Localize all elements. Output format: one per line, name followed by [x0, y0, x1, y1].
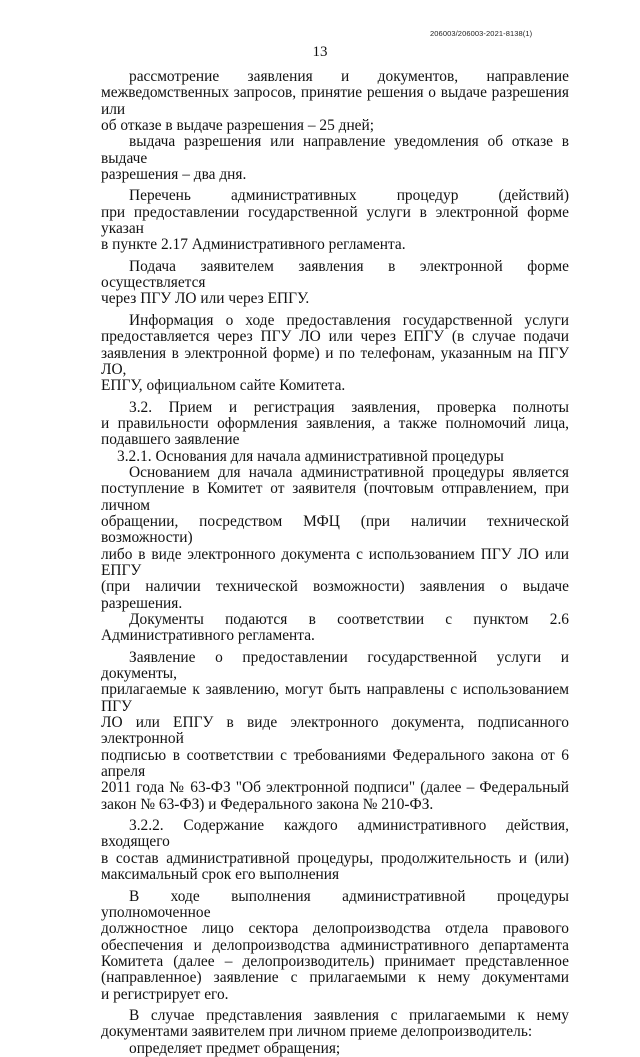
text-line: в пункте 2.17 Административного регламента.	[101, 236, 406, 254]
text-line: ЛО или ЕПГУ в виде электронного документа, подписанного электронной	[101, 714, 569, 748]
text-line: либо в виде электронного документа с использованием ПГУ ЛО или ЕПГУ	[101, 545, 569, 579]
paragraph	[101, 650, 569, 813]
text-line: документами заявителем при личном приеме делопроизводитель:	[101, 1023, 533, 1041]
paragraph	[101, 889, 569, 1003]
text-line: подавшего заявление	[101, 431, 240, 449]
text-line: Административного регламента.	[101, 627, 315, 645]
text-line: выдача разрешения или направление уведомления об отказе в выдаче	[101, 133, 569, 167]
text-line: и регистрирует его.	[101, 985, 229, 1003]
text-line: Информация о ходе предоставления государственной услуги	[129, 311, 569, 329]
page-number: 13	[312, 44, 328, 60]
text-line: об отказе в выдаче разрешения – 25 дней;	[101, 117, 375, 135]
document-id: 206003/206003-2021-8138(1)	[430, 29, 533, 38]
text-line: обеспечения и делопроизводства административного департамента	[101, 936, 569, 954]
text-line: и правильности оформления заявления, а также полномочий лица,	[101, 414, 569, 432]
paragraph	[101, 259, 569, 308]
text-line: Комитета (далее – делопроизводитель) принимает представленное	[101, 952, 569, 970]
text-line: 3.2.2. Содержание каждого административного действия, входящего	[101, 817, 569, 851]
text-line: 3.2. Прием и регистрация заявления, проверка полноты	[129, 398, 569, 416]
document-body	[101, 69, 569, 1057]
paragraph	[101, 134, 569, 183]
paragraph	[101, 313, 569, 395]
text-line: (направленное) заявление с прилагаемыми к нему документами	[101, 969, 569, 987]
subsection-heading	[101, 818, 569, 883]
text-line: Документы подаются в соответствии с пунктом 2.6	[129, 611, 569, 628]
text-line: разрешения – два дня.	[101, 166, 247, 184]
paragraph	[101, 1041, 569, 1057]
text-line: В ходе выполнения административной процедуры уполномоченное	[101, 887, 569, 921]
text-line: закон № 63-ФЗ) и Федерального закона № 210-ФЗ.	[101, 795, 434, 813]
subsection-heading	[101, 449, 569, 465]
text-line: (при наличии технической возможности) заявления о выдаче разрешения.	[101, 578, 569, 612]
text-line: при предоставлении государственной услуги в электронной форме указан	[101, 203, 569, 238]
paragraph	[101, 188, 569, 253]
text-line: Заявление о предоставлении государственной услуги и документы,	[101, 648, 569, 683]
text-line: в состав административной процедуры, продолжительность и (или)	[101, 849, 569, 867]
text-line: рассмотрение заявления и документов, направление	[129, 68, 569, 85]
text-line: В случае представления заявления с прилагаемыми к нему	[129, 1006, 569, 1024]
text-line: Основанием для начала административной процедуры является	[129, 463, 569, 481]
paragraph	[101, 69, 569, 134]
paragraph	[101, 1008, 569, 1041]
text-line: Подача заявителем заявления в электронной форме осуществляется	[101, 257, 569, 292]
text-line: обращении, посредством МФЦ (при наличии технической возможности)	[101, 512, 569, 547]
text-line: должностное лицо сектора делопроизводства отдела правового	[101, 920, 569, 938]
text-line: определяет предмет обращения;	[129, 1039, 341, 1057]
text-line: прилагаемые к заявлению, могут быть направлены с использованием ПГУ	[101, 681, 569, 715]
paragraph	[101, 465, 569, 612]
text-line: максимальный срок его выполнения	[101, 866, 340, 884]
section-heading	[101, 400, 569, 449]
text-line: Перечень административных процедур (действий)	[129, 187, 569, 205]
paragraph	[101, 612, 569, 645]
text-line: подписью в соответствии с требованиями Федерального закона от 6 апреля	[101, 746, 569, 781]
text-line: поступление в Комитет от заявителя (почтовым отправлением, при личном	[101, 480, 569, 514]
text-line: 2011 года № 63-ФЗ "Об электронной подписи" (далее – Федеральный	[101, 779, 569, 797]
text-line: предоставляется через ПГУ ЛО или через ЕПГУ (в случае подачи	[101, 328, 569, 346]
text-line: ЕПГУ, официальном сайте Комитета.	[101, 377, 346, 395]
text-line: через ПГУ ЛО или через ЕПГУ.	[101, 290, 310, 308]
text-line: межведомственных запросов, принятие решения о выдаче разрешения или	[101, 84, 569, 118]
text-line: заявления в электронной форме) и по телефонам, указанным на ПГУ ЛО,	[101, 344, 569, 378]
text-line: 3.2.1. Основания для начала административной процедуры	[117, 447, 504, 465]
